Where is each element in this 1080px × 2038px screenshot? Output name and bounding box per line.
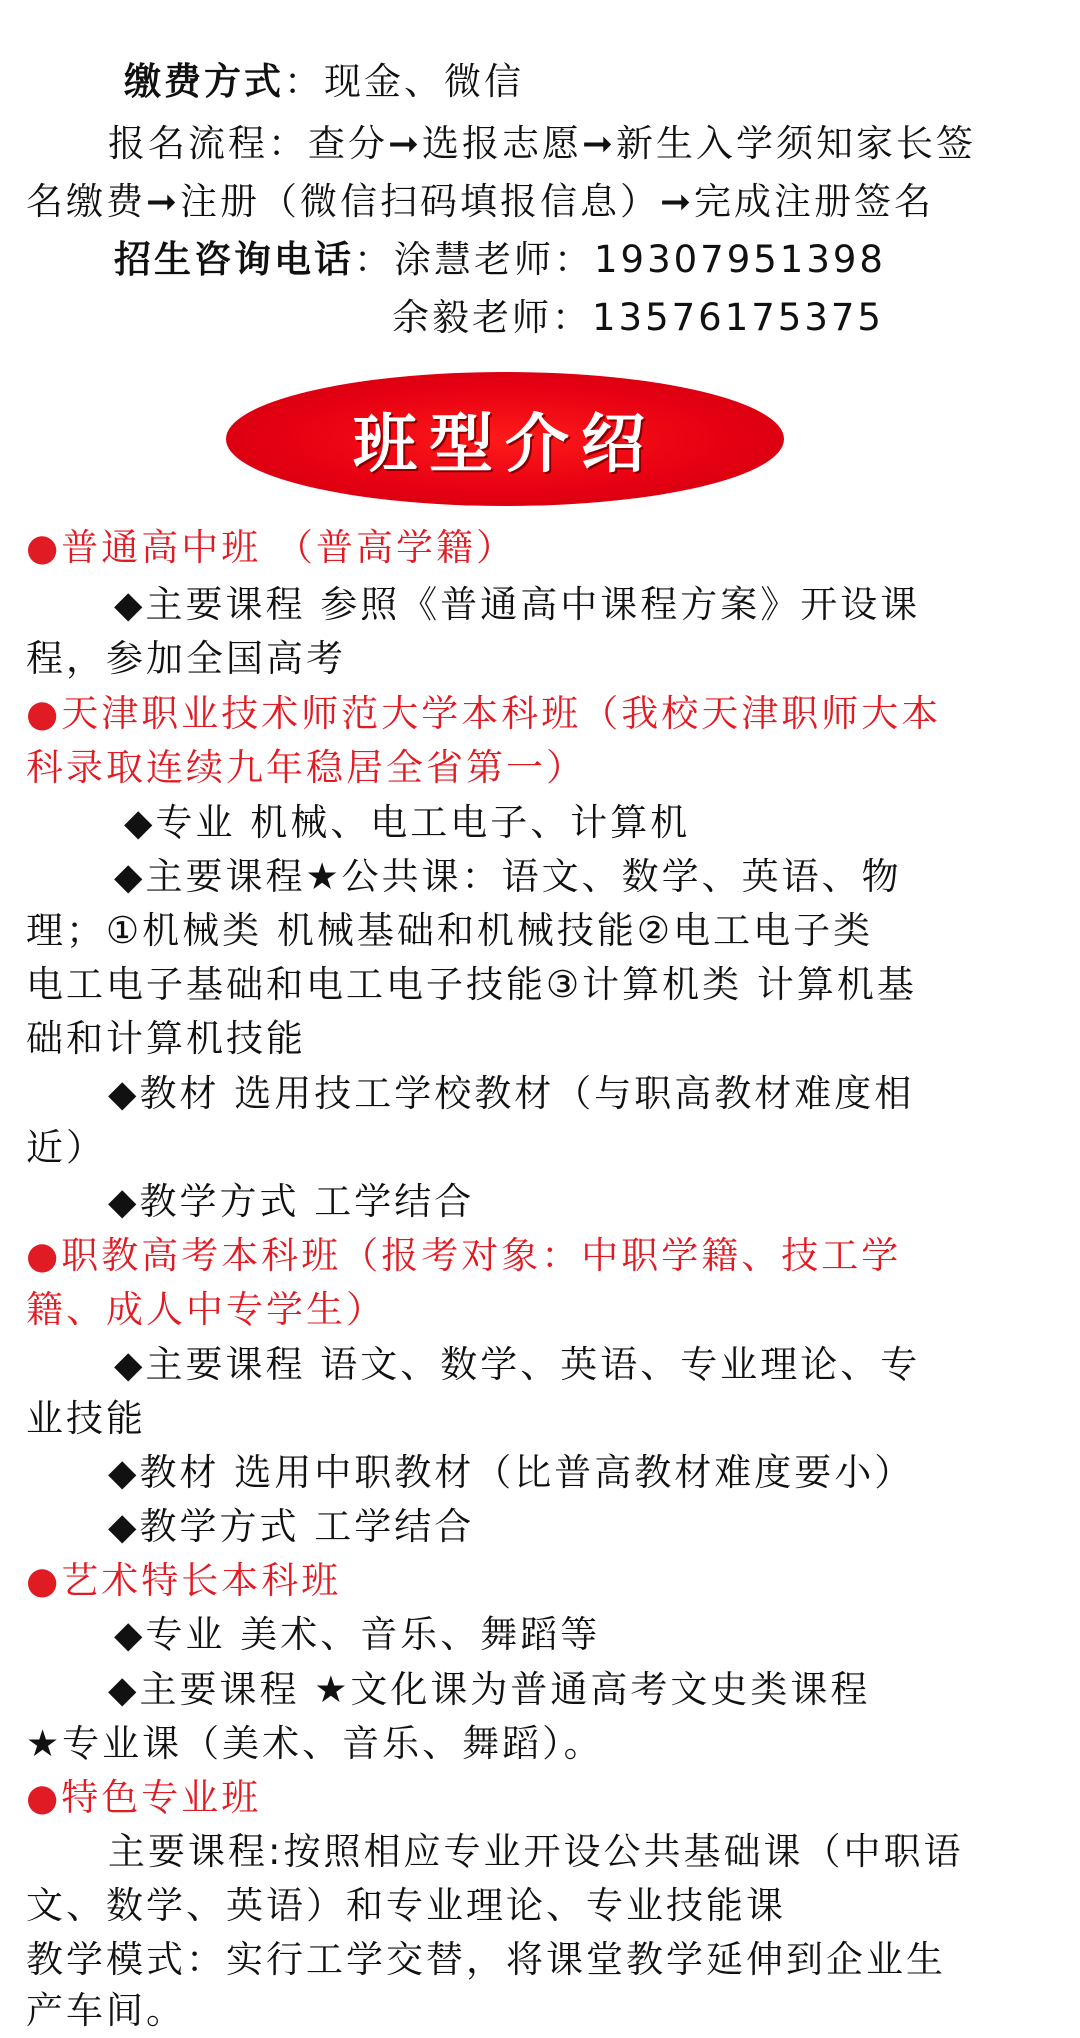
payment-method-sep: ： bbox=[284, 60, 324, 103]
class-1-heading-text: 普通高中班 （普高学籍） bbox=[61, 526, 517, 569]
class-2-line-6: ◆教材 选用技工学校教材（与职高教材难度相 bbox=[108, 1072, 915, 1115]
class-4-heading-text: 艺术特长本科班 bbox=[61, 1559, 342, 1602]
class-5-line-1: 主要课程:按照相应专业开设公共基础课（中职语 bbox=[108, 1830, 964, 1873]
class-2-heading-2: 科录取连续九年稳居全省第一） bbox=[26, 746, 586, 789]
process-line-2: 名缴费➞注册（微信扫码填报信息）➞完成注册签名 bbox=[26, 180, 935, 223]
class-3-heading-2: 籍、成人中专学生） bbox=[26, 1288, 386, 1331]
class-1-line-1: ◆主要课程 参照《普通高中课程方案》开设课 bbox=[114, 583, 921, 626]
class-2-heading-1 bbox=[26, 687, 1058, 741]
class-3-line-2: 业技能 bbox=[26, 1397, 146, 1440]
class-3-heading-text-1: 职教高考本科班（报考对象：中职学籍、技工学 bbox=[61, 1234, 902, 1277]
class-2-heading-text-1: 天津职业技术师范大学本科班（我校天津职师大本 bbox=[61, 692, 942, 735]
class-5-heading-text: 特色专业班 bbox=[61, 1776, 262, 1819]
class-3-line-3: ◆教材 选用中职教材（比普高教材难度要小） bbox=[108, 1451, 915, 1494]
bullet-dot-icon: ● bbox=[26, 692, 62, 735]
class-2-line-2: ◆主要课程★公共课：语文、数学、英语、物 bbox=[114, 855, 902, 898]
class-4-line-2: ◆主要课程 ★文化课为普通高考文史类课程 bbox=[108, 1668, 871, 1711]
class-2-line-5: 础和计算机技能 bbox=[26, 1017, 306, 1060]
class-5-line-2: 文、数学、英语）和专业理论、专业技能课 bbox=[26, 1884, 786, 1927]
class-4-heading bbox=[26, 1554, 1058, 1608]
contact-label: 招生咨询电话 bbox=[114, 238, 354, 281]
contact-teacher-2: 余毅老师：13576175375 bbox=[392, 296, 884, 339]
class-2-line-4: 电工电子基础和电工电子技能③计算机类 计算机基 bbox=[26, 963, 917, 1006]
class-5-heading bbox=[26, 1771, 1058, 1825]
class-2-line-1: ◆专业 机械、电工电子、计算机 bbox=[124, 801, 691, 844]
class-1-heading bbox=[26, 521, 1058, 575]
contact-line-1 bbox=[114, 233, 1080, 287]
payment-method-value: 现金、微信 bbox=[324, 60, 524, 103]
section-banner bbox=[226, 372, 784, 506]
payment-method-line bbox=[124, 55, 1080, 109]
class-3-line-1: ◆主要课程 语文、数学、英语、专业理论、专 bbox=[114, 1343, 921, 1386]
class-5-line-3: 教学模式：实行工学交替，将课堂教学延伸到企业生 bbox=[26, 1938, 946, 1981]
class-2-line-3: 理；①机械类 机械基础和机械技能②电工电子类 bbox=[26, 909, 874, 952]
contact-sep: ： bbox=[354, 238, 394, 281]
class-4-line-1: ◆专业 美术、音乐、舞蹈等 bbox=[114, 1613, 601, 1656]
class-1-line-2: 程，参加全国高考 bbox=[26, 637, 346, 680]
class-2-line-8: ◆教学方式 工学结合 bbox=[108, 1180, 475, 1223]
class-3-line-4: ◆教学方式 工学结合 bbox=[108, 1505, 475, 1548]
class-5-line-4: 产车间。 bbox=[26, 1989, 186, 2032]
section-banner-title: 班型介绍 bbox=[353, 407, 657, 482]
process-line-1: 报名流程：查分➞选报志愿➞新生入学须知家长签 bbox=[108, 122, 977, 165]
bullet-dot-icon: ● bbox=[26, 1776, 62, 1819]
bullet-dot-icon: ● bbox=[26, 1559, 62, 1602]
bullet-dot-icon: ● bbox=[26, 1234, 62, 1277]
contact-teacher-1: 涂慧老师：19307951398 bbox=[394, 238, 886, 281]
class-4-line-3: ★专业课（美术、音乐、舞蹈）。 bbox=[26, 1722, 604, 1765]
class-2-line-7: 近） bbox=[26, 1126, 106, 1169]
bullet-dot-icon: ● bbox=[26, 526, 62, 569]
payment-method-label: 缴费方式 bbox=[124, 60, 284, 103]
class-3-heading-1 bbox=[26, 1229, 1058, 1283]
